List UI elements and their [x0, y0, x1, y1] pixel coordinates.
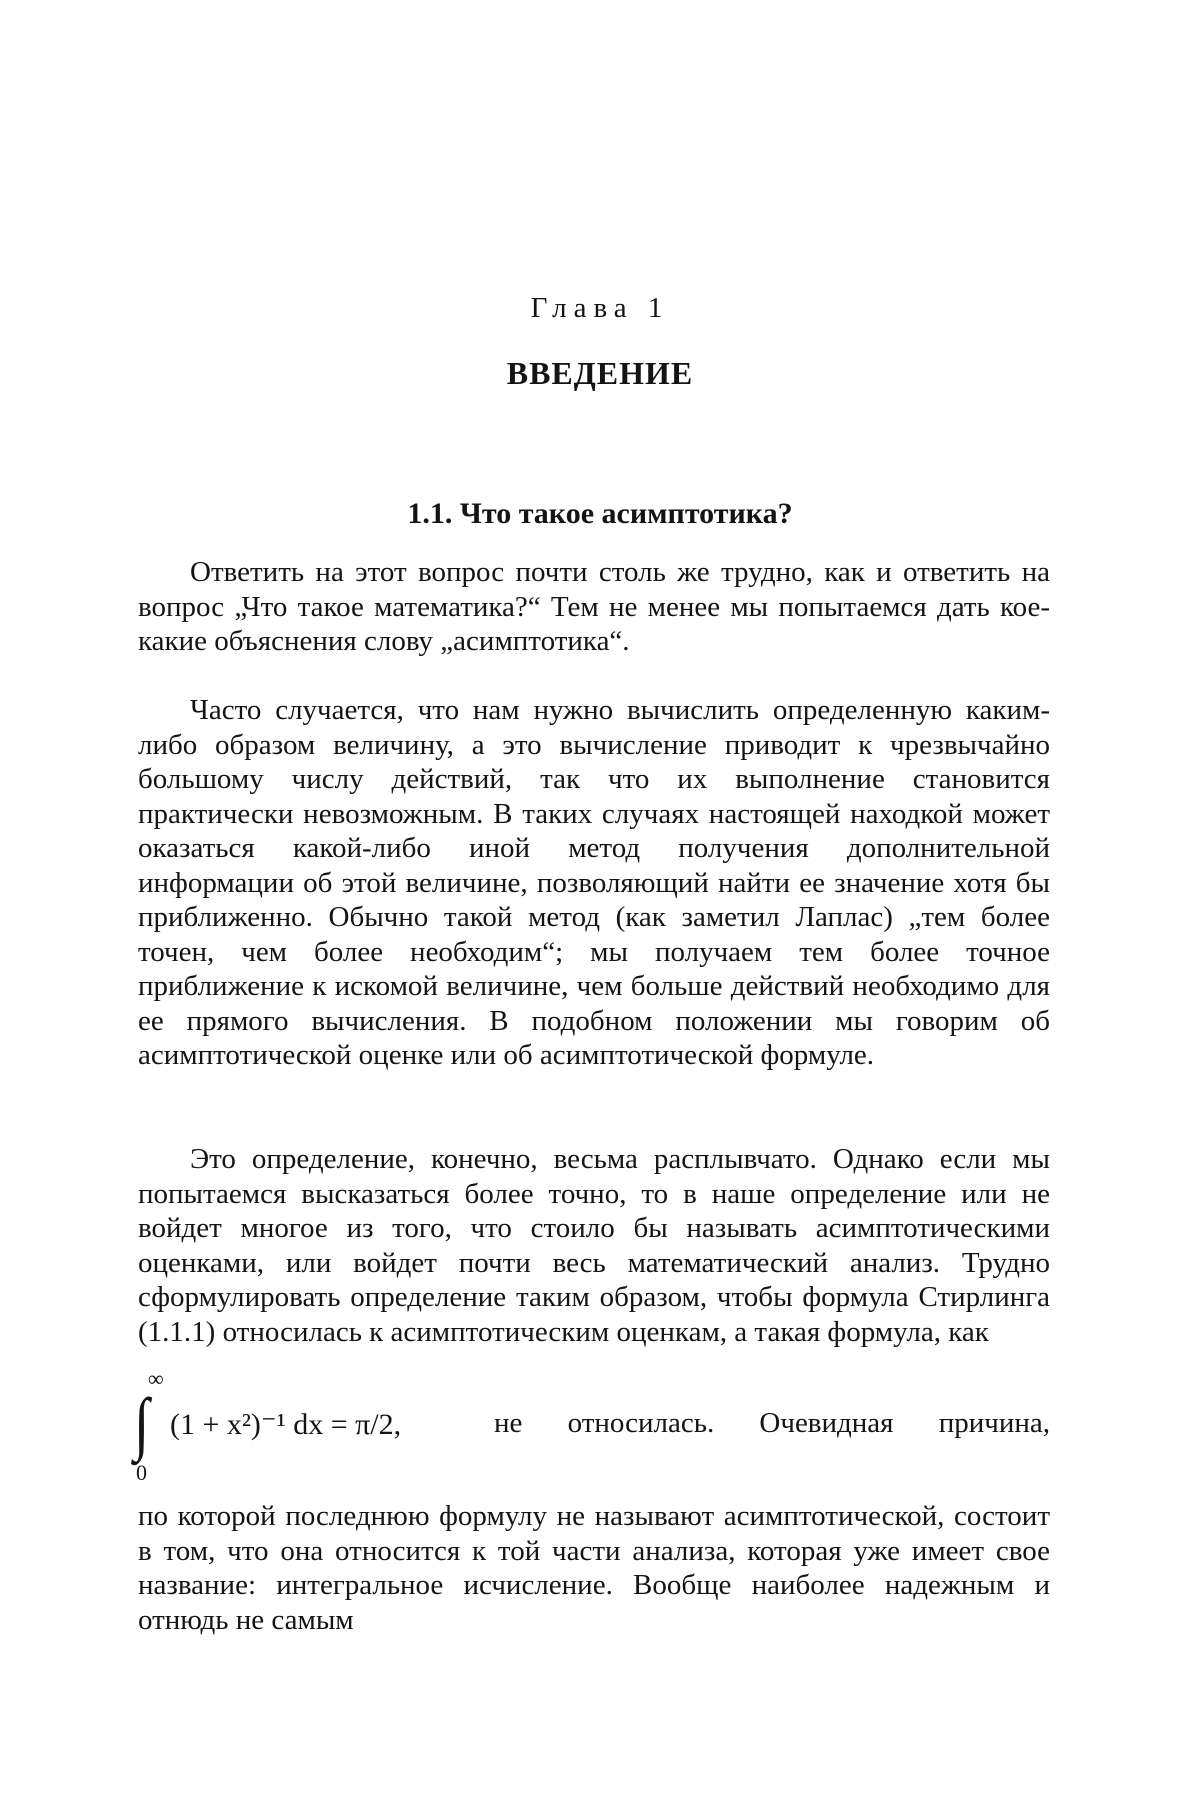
chapter-title: ВВЕДЕНИЕ	[506, 355, 694, 391]
integral-sign: ∫	[134, 1385, 150, 1463]
integrand-expression: (1 + x²)⁻¹ dx = π/2,	[170, 1408, 402, 1441]
integral-upper-limit: ∞	[148, 1366, 164, 1391]
chapter-label: Глава 1	[530, 292, 670, 324]
paragraph-4: по которой последнюю формулу не называют асимптотической, состоит в том, что она относится к той части анализа, которая уже имеет свое название: интегральное исчисление. Вообще наиболее надежным и отнюдь не самым	[138, 1500, 1050, 1636]
integral-formula	[128, 1366, 1050, 1485]
paragraph-1: Ответить на этот вопрос почти столь же трудно, как и ответить на вопрос „Что такое математика?“ Тем не менее мы попытаемся дать кое-какие объяснения слову „асимптотика“.	[138, 556, 1050, 657]
paragraph-2: Часто случается, что нам нужно вычислить определенную каким-либо образом величину, а это вычисление приводит к чрезвычайно большому числу действий, так что их выполнение становится практически невозможным. В таких случаях настоящей находкой может оказаться какой-либо иной метод получения дополнительной информации об этой величине, позволяющий найти ее значение хотя бы приближенно. Обычно такой метод (как заметил Лаплас) „тем более точен, чем более необходим“; мы получаем тем более точное приближение к искомой величине, чем больше действий необходимо для ее прямого вычисления. В подобном положении мы говорим об асимптотической оценке или об асимптотической формуле.	[138, 694, 1050, 1071]
integral-lower-limit: 0	[136, 1460, 147, 1485]
paragraph-3: Это определение, конечно, весьма расплывчато. Однако если мы попытаемся высказаться более точно, то в наше определение или не войдет многое из того, что стоило бы называть асимптотическими оценками, или войдет почти весь математический анализ. Трудно сформулировать определение таким образом, чтобы формула Стирлинга (1.1.1) относилась к асимптотическим оценкам, а такая формула, как	[138, 1143, 1050, 1348]
section-title: 1.1. Что такое асимптотика?	[407, 497, 793, 530]
formula-trailing-text: не относилась. Очевидная причина,	[494, 1407, 1050, 1439]
